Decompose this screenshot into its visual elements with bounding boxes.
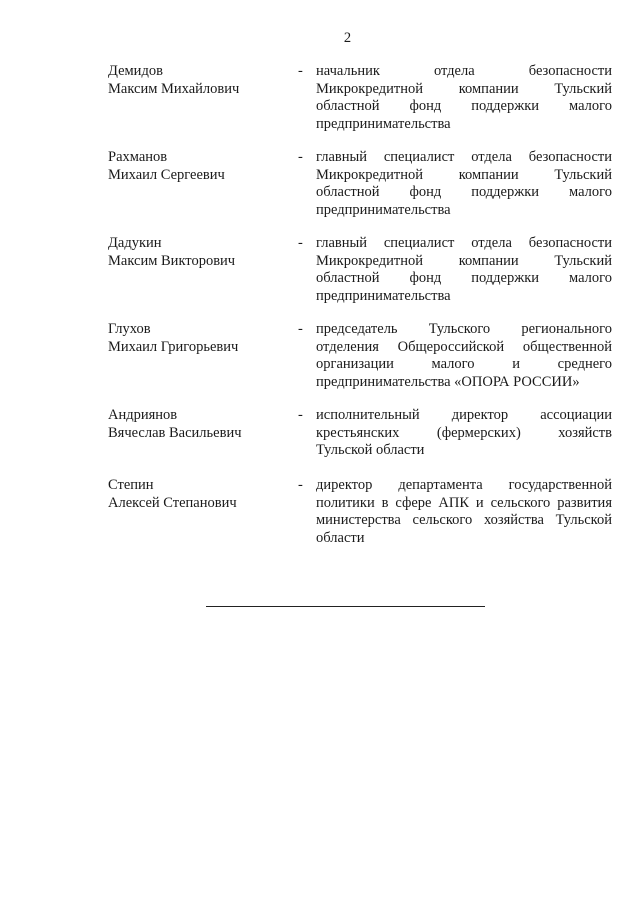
role-line: исполнительный директор ассоциации — [316, 407, 612, 423]
role-line: отделения Общероссийской общественной — [316, 338, 612, 355]
member-surname: Степин — [108, 477, 154, 493]
role-line: областной фонд поддержки малого — [316, 184, 612, 200]
role-line: предпринимательства «ОПОРА РОССИИ» — [316, 373, 580, 390]
member-role — [316, 321, 612, 391]
role-line: крестьянских (фермерских) хозяйств — [316, 424, 612, 441]
page-number: 2 — [343, 30, 352, 46]
member-given-names: Михаил Григорьевич — [108, 338, 239, 355]
dash: - — [298, 149, 303, 165]
member-role — [316, 149, 612, 219]
member-name — [108, 321, 288, 356]
member-surname: Дадукин — [108, 235, 162, 251]
member-given-names: Максим Михайлович — [108, 80, 240, 97]
member-name — [108, 63, 288, 98]
member-entry — [108, 321, 613, 407]
role-line: главный специалист отдела безопасности — [316, 235, 612, 251]
role-line: председатель Тульского регионального — [316, 321, 612, 337]
member-given-names: Максим Викторович — [108, 252, 236, 269]
role-line: главный специалист отдела безопасности — [316, 149, 612, 165]
member-role — [316, 63, 612, 133]
member-given-names: Михаил Сергеевич — [108, 166, 225, 183]
member-given-names: Вячеслав Васильевич — [108, 424, 242, 441]
member-role — [316, 477, 612, 547]
member-entry — [108, 63, 613, 149]
role-line: области — [316, 529, 365, 546]
role-line: Микрокредитной компании Тульский — [316, 80, 612, 97]
member-surname: Рахманов — [108, 149, 168, 165]
role-line: Микрокредитной компании Тульский — [316, 252, 612, 269]
closing-rule — [206, 606, 485, 607]
role-line: предпринимательства — [316, 287, 451, 304]
dash: - — [298, 235, 303, 251]
member-name — [108, 407, 288, 442]
dash: - — [298, 407, 303, 423]
member-entry — [108, 477, 613, 563]
member-given-names: Алексей Степанович — [108, 494, 237, 511]
dash: - — [298, 477, 303, 493]
role-line: предпринимательства — [316, 201, 451, 218]
role-line: Микрокредитной компании Тульский — [316, 166, 612, 183]
member-entry — [108, 235, 613, 321]
role-line: начальник отдела безопасности — [316, 63, 612, 79]
member-role — [316, 407, 612, 460]
role-line: Тульской области — [316, 442, 425, 458]
member-role — [316, 235, 612, 305]
member-surname: Демидов — [108, 63, 163, 79]
role-line: директор департамента государственной — [316, 477, 612, 493]
dash: - — [298, 63, 303, 79]
member-surname: Андриянов — [108, 407, 178, 423]
member-surname: Глухов — [108, 321, 151, 337]
member-name — [108, 149, 288, 184]
member-name — [108, 235, 288, 270]
role-line: министерства сельского хозяйства Тульской — [316, 512, 612, 528]
role-line: предпринимательства — [316, 115, 451, 132]
member-entry — [108, 149, 613, 235]
member-name — [108, 477, 288, 512]
role-line: областной фонд поддержки малого — [316, 270, 612, 286]
member-list — [108, 63, 613, 563]
member-entry — [108, 407, 613, 477]
dash: - — [298, 321, 303, 337]
role-line: областной фонд поддержки малого — [316, 98, 612, 114]
role-line: организации малого и среднего — [316, 356, 612, 372]
role-line: политики в сфере АПК и сельского развития — [316, 494, 612, 511]
